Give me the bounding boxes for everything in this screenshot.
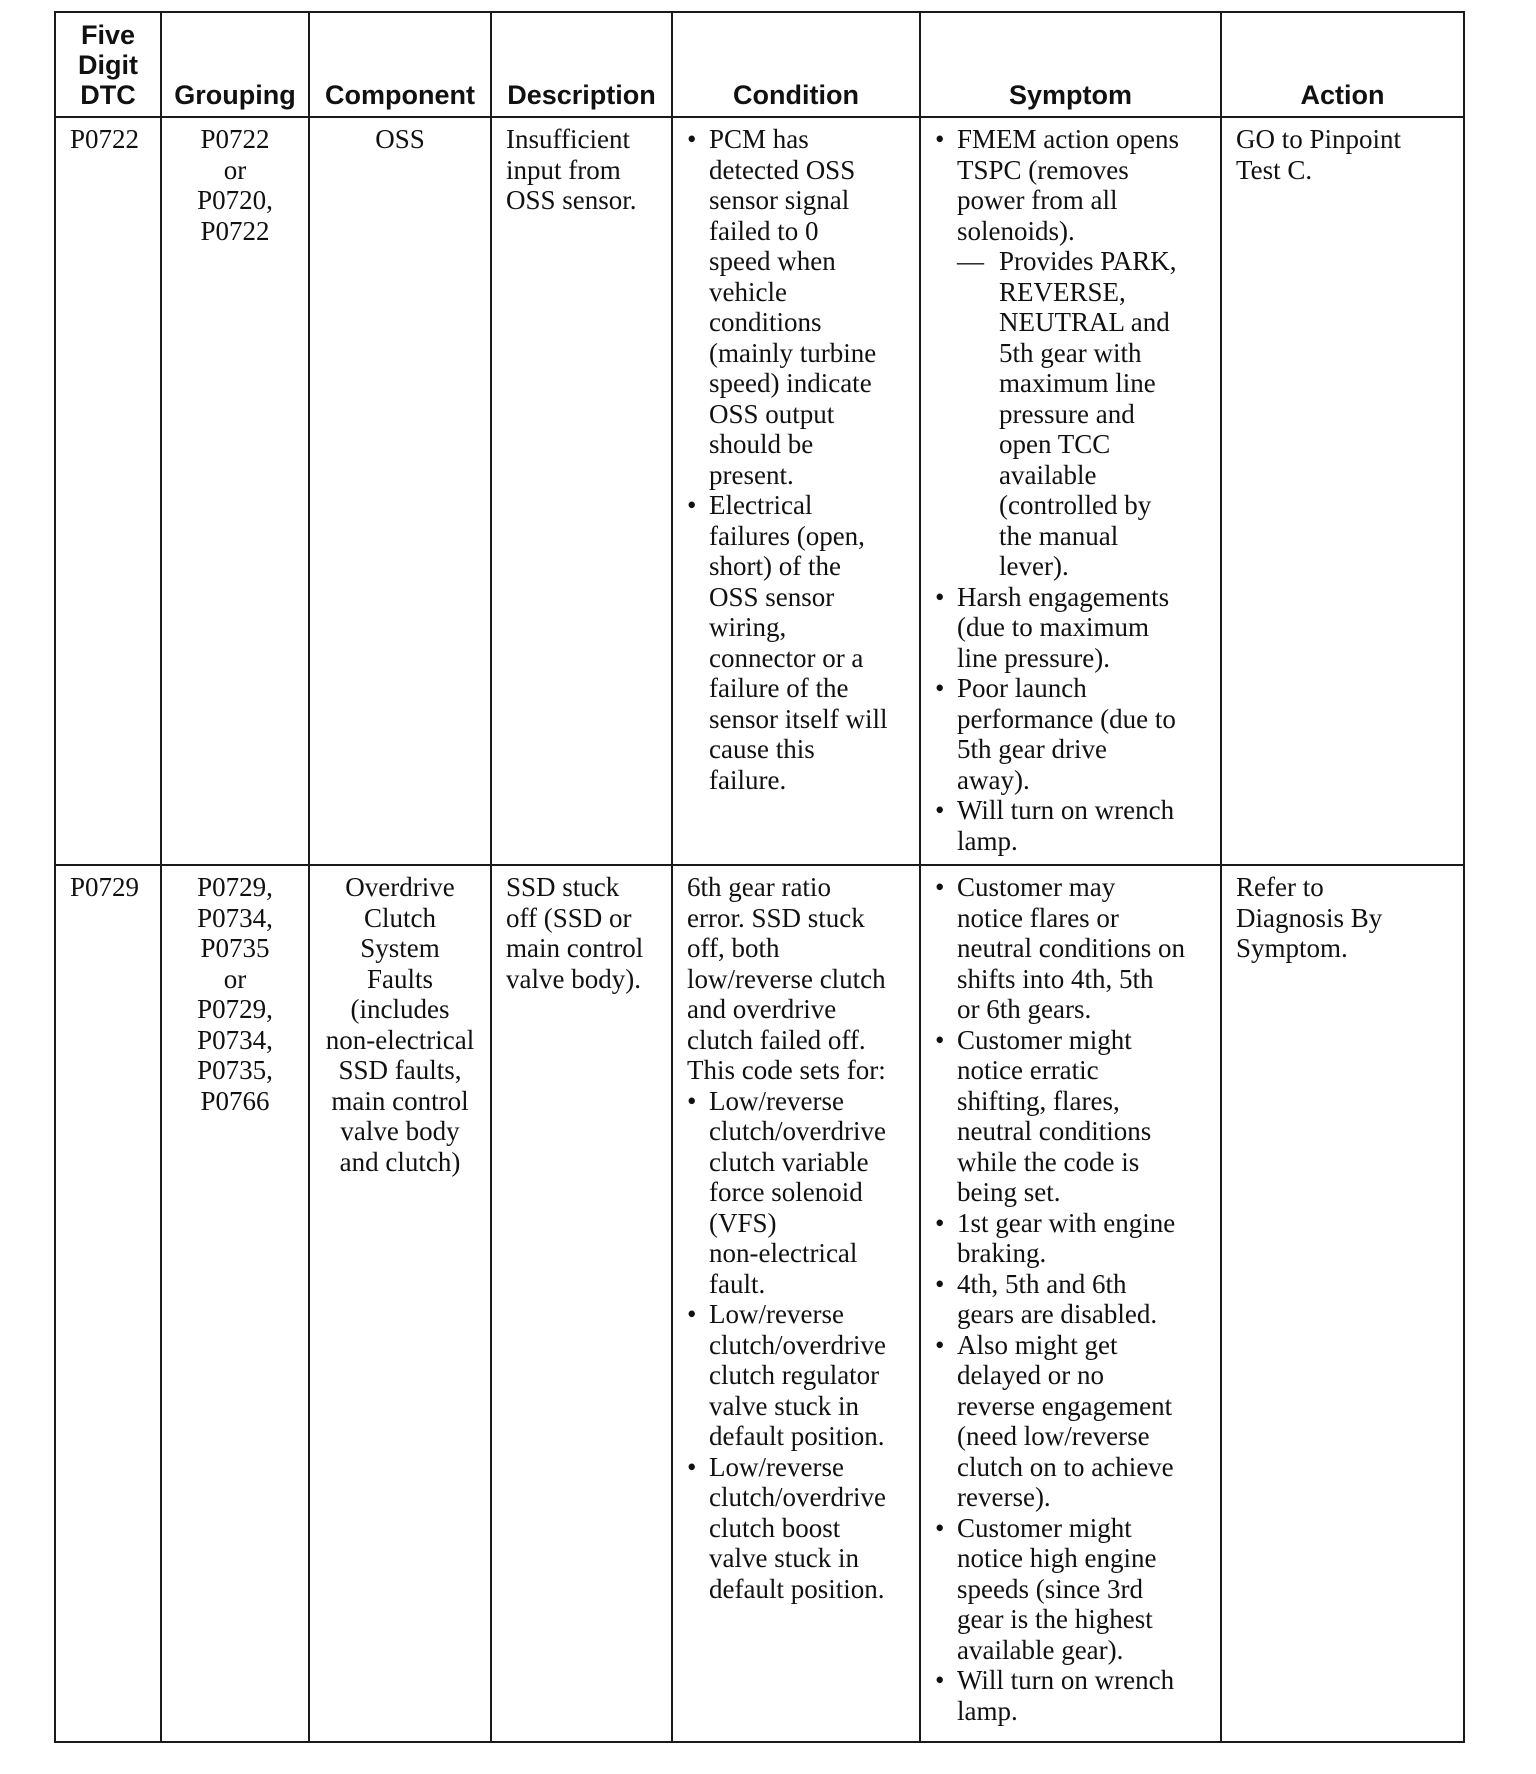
bullet-icon: • [935,795,945,825]
cell-text-line: default position. [709,1573,885,1604]
cell-text-line: short) of the [709,551,841,581]
cell-text-line: notice high engine [957,1543,1157,1573]
cell-text-line: wiring, [709,612,787,642]
cell-text-line: reverse). [957,1482,1051,1512]
dtc-cell [55,117,161,865]
cell-text-line: speed when [709,246,836,276]
cell-text-line: DTC [80,80,136,110]
cell-text-line: Harsh engagements [957,581,1170,612]
cell-text-line: 5th gear drive [957,734,1107,764]
cell-text-line: (need low/reverse [957,1421,1150,1451]
bullet-icon: • [687,1299,697,1329]
bullet-item [687,490,905,795]
cell-text-line: clutch/overdrive [709,1329,886,1360]
cell-text-line: Customer might [957,1024,1132,1055]
bullet-icon: • [935,1665,945,1695]
cell-text-line: Diagnosis By [1236,902,1383,933]
bullet-item [687,124,905,490]
cell-text-line: OSS [375,124,425,154]
bullet-icon: • [935,124,945,154]
cell-text-line: failure. [709,764,787,795]
bullet-icon: • [687,1085,697,1116]
bullet-icon: • [935,872,945,902]
cell-text-line: off (SSD or [506,902,632,933]
cell-text-line: P0729, [197,994,273,1024]
bullet-item [935,1208,1206,1269]
cell-text-line: P0734, [197,1024,273,1055]
cell-text-line: gear is the highest [957,1604,1153,1634]
grouping-cell [161,117,309,865]
paragraph [687,872,905,1086]
cell-text-line: Action [1300,80,1385,110]
action-cell [1221,865,1464,1742]
cell-text-line: 4th, 5th and 6th [957,1268,1127,1299]
cell-text-line: fault. [709,1268,766,1299]
cell-text-line: Also might get [957,1329,1118,1360]
bullet-item [687,1299,905,1452]
cell-text-line: lever). [999,551,1069,581]
cell-text-line: Customer may [957,872,1116,902]
cell-text-line: present. [709,459,794,490]
cell-text-line: speed) indicate [709,368,872,398]
cell-text-line: connector or a [709,642,864,673]
cell-text-line: sensor itself will [709,703,888,734]
dtc-table [54,11,1465,1743]
cell-text-line: cause this [709,734,815,764]
cell-text-line: Electrical [709,490,813,520]
cell-text-line: open TCC [999,429,1111,459]
cell-text-line: Poor launch [957,673,1087,703]
cell-text-line: neutral conditions on [957,933,1185,963]
bullet-item [935,1025,1206,1208]
action-cell [1221,117,1464,865]
table-row [55,117,1464,865]
cell-text-line: failed to 0 [709,215,819,246]
dtc-reference-sheet [54,11,1463,1743]
cell-text-line: SSD stuck [506,872,620,902]
cell-text-line: P0766 [200,1085,270,1116]
cell-text-line: notice erratic [957,1055,1099,1085]
cell-text-line: should be [709,429,814,459]
column-header-condition [672,12,920,117]
cell-text-line: speeds (since 3rd [957,1573,1143,1604]
cell-text-line: away). [957,764,1030,795]
cell-text-line: and overdrive [687,994,837,1024]
cell-text-line: Five [80,20,136,50]
cell-text-line: Symptom. [1236,933,1348,963]
cell-text-line: System [360,933,440,963]
cell-text-line: line pressure). [957,642,1110,673]
cell-text-line: Customer might [957,1512,1132,1543]
cell-text-line: (controlled by [999,490,1152,520]
column-header-component [309,12,491,117]
cell-text-line: force solenoid [709,1177,863,1207]
bullet-item [935,673,1206,795]
grouping-cell [161,865,309,1742]
component-cell [309,117,491,865]
cell-text-line: Faults [366,963,433,994]
cell-text-line: 5th gear with [999,337,1142,368]
bullet-item [687,1086,905,1300]
cell-text-line: clutch/overdrive [709,1482,886,1512]
bullet-item [935,1665,1206,1726]
cell-text-line: P0734, [197,902,273,933]
cell-text-line: sensor signal [709,185,850,215]
cell-text-line: 6th gear ratio [687,872,831,902]
cell-text-line: Will turn on wrench [957,795,1175,825]
cell-text-line: available [999,459,1097,490]
column-header-grouping [161,12,309,117]
cell-text-line: GO to Pinpoint [1236,124,1402,154]
bullet-icon: • [935,1512,945,1543]
cell-text-line: notice flares or [957,902,1119,933]
cell-text-line: reverse engagement [957,1390,1173,1421]
bullet-icon: • [687,1451,697,1482]
cell-text-line: valve stuck in [709,1543,859,1573]
cell-text-line: main control [331,1085,469,1116]
cell-text-line: Refer to [1236,872,1324,902]
cell-text-line: P0720, [197,185,273,215]
dash-icon: — [957,246,984,276]
cell-text-line: clutch/overdrive [709,1116,886,1146]
condition-cell [672,117,920,865]
cell-text-line: SSD faults, [338,1055,462,1085]
component-cell [309,865,491,1742]
column-header-action [1221,12,1464,117]
cell-text-line: clutch on to achieve [957,1451,1174,1482]
cell-text-line: TSPC (removes [957,154,1129,185]
cell-text-line: valve stuck in [709,1390,859,1421]
bullet-icon: • [687,124,697,154]
bullet-icon: • [935,1268,945,1299]
cell-text-line: vehicle [709,276,787,307]
cell-text-line: non-electrical [325,1024,475,1055]
cell-text-line: FMEM action opens [957,124,1179,154]
cell-text-line: failure of the [709,673,849,703]
cell-text-line: Component [325,80,475,110]
cell-text-line: (mainly turbine [709,337,877,368]
column-header-dtc [55,12,161,117]
cell-text-line: clutch variable [709,1146,869,1177]
cell-text-line: Grouping [174,80,296,110]
column-header-description [491,12,672,117]
bullet-icon: • [687,490,697,520]
column-header-symptom [920,12,1221,117]
cell-text-line: Insufficient [506,124,630,154]
cell-text-line: P0722 [200,124,270,154]
cell-text-line: NEUTRAL and [999,307,1170,337]
cell-text-line: Symptom [1008,80,1133,110]
cell-text-line: OSS sensor. [506,185,637,215]
bullet-icon: • [935,581,945,612]
cell-text-line: clutch failed off. [687,1024,866,1055]
header-row [55,12,1464,117]
bullet-icon: • [935,1207,945,1238]
bullet-icon: • [935,1024,945,1055]
cell-text-line: shifting, flares, [957,1085,1120,1116]
cell-text-line: conditions [709,307,822,337]
cell-text-line: maximum line [999,368,1156,398]
cell-text-line: (due to maximum [957,612,1149,642]
cell-text-line: being set. [957,1177,1061,1207]
cell-text-line: clutch regulator [709,1360,880,1390]
cell-text-line: lamp. [957,1695,1018,1726]
cell-text-line: P0722 [200,215,270,246]
cell-text-line: delayed or no [957,1360,1104,1390]
cell-text-line: error. SSD stuck [687,902,865,933]
cell-text-line: neutral conditions [957,1116,1152,1146]
cell-text-line: P0729 [70,872,140,902]
cell-text-line: clutch boost [709,1512,841,1543]
cell-text-line: or [223,154,247,185]
cell-text-line: or 6th gears. [957,994,1092,1024]
bullet-item [935,582,1206,674]
cell-text-line: Digit [78,50,138,80]
cell-text-line: low/reverse clutch [687,963,886,994]
cell-text-line: P0735 [200,933,270,963]
cell-text-line: P0729, [197,872,273,902]
cell-text-line: OSS sensor [709,581,835,612]
cell-text-line: while the code is [957,1146,1140,1177]
cell-text-line: power from all [957,185,1118,215]
bullet-icon: • [935,673,945,703]
bullet-item [935,872,1206,1025]
cell-text-line: valve body [340,1116,460,1146]
cell-text-line: lamp. [957,825,1018,856]
cell-text-line: shifts into 4th, 5th [957,963,1154,994]
cell-text-line: and clutch) [339,1146,461,1177]
cell-text-line: (includes [350,994,450,1024]
bullet-item [935,1513,1206,1666]
cell-text-line: Low/reverse [709,1299,844,1329]
cell-text-line: This code sets for: [687,1055,886,1085]
cell-text-line: REVERSE, [999,276,1126,307]
cell-text-line: failures (open, [709,520,865,551]
cell-text-line: Provides PARK, [999,246,1177,276]
cell-text-line: Will turn on wrench [957,1665,1175,1695]
cell-text-line: valve body). [506,963,641,994]
cell-text-line: pressure and [999,398,1135,429]
cell-text-line: Clutch [364,902,436,933]
bullet-item [935,124,1206,246]
cell-text-line: 1st gear with engine [957,1207,1176,1238]
bullet-item [935,1269,1206,1330]
dtc-cell [55,865,161,1742]
condition-cell [672,865,920,1742]
cell-text-line: (VFS) [709,1207,777,1238]
cell-text-line: available gear). [957,1634,1124,1665]
cell-text-line: the manual [999,520,1119,551]
bullet-icon: • [935,1329,945,1360]
cell-text-line: PCM has [709,124,809,154]
cell-text-line: braking. [957,1238,1047,1268]
symptom-cell [920,117,1221,865]
cell-text-line: P0722 [70,124,140,154]
cell-text-line: P0735, [197,1055,273,1085]
cell-text-line: main control [506,933,644,963]
bullet-item [935,1330,1206,1513]
cell-text-line: OSS output [709,398,835,429]
cell-text-line: Low/reverse [709,1451,844,1482]
bullet-item [687,1452,905,1605]
cell-text-line: detected OSS [709,154,856,185]
cell-text-line: Overdrive [345,872,455,902]
cell-text-line: performance (due to [957,703,1176,734]
cell-text-line: solenoids). [957,215,1075,246]
table-row [55,865,1464,1742]
bullet-item [935,795,1206,856]
description-cell [491,865,672,1742]
cell-text-line: non-electrical [709,1238,858,1268]
cell-text-line: off, both [687,933,780,963]
cell-text-line: or [223,963,247,994]
cell-text-line: Test C. [1236,154,1313,185]
cell-text-line: input from [506,154,621,185]
cell-text-line: Low/reverse [709,1085,844,1116]
cell-text-line: Condition [733,80,859,110]
dash-sub-item [935,246,1206,582]
symptom-cell [920,865,1221,1742]
cell-text-line: gears are disabled. [957,1299,1158,1329]
cell-text-line: Description [507,80,656,110]
cell-text-line: default position. [709,1421,885,1451]
description-cell [491,117,672,865]
